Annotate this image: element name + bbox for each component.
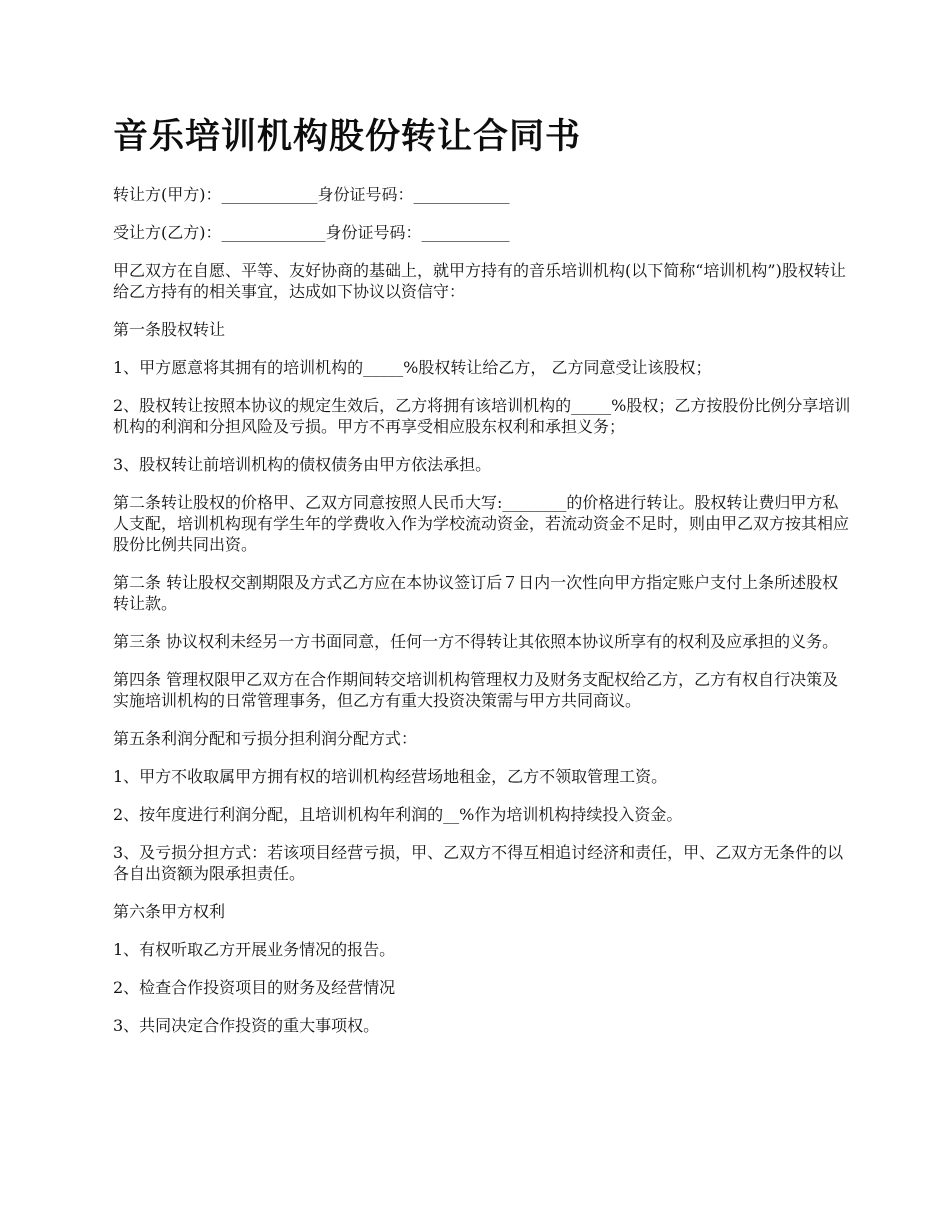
article-6-clause-3: 3、共同决定合作投资的重大事项权。 xyxy=(113,1016,380,1035)
article-6-heading: 第六条甲方权利 xyxy=(113,902,226,921)
article-5-clause-2: 2、按年度进行利润分配，且培训机构年利润的__%作为培训机构持续投入资金。 xyxy=(113,805,683,824)
article-6-clause-2: 2、检查合作投资项目的财务及经营情况 xyxy=(113,978,396,997)
article-5-clause-1: 1、甲方不收取属甲方拥有权的培训机构经营场地租金，乙方不领取管理工资。 xyxy=(113,767,668,786)
document-title: 音乐培训机构股份转让合同书 xyxy=(113,117,582,157)
article-2-price-paragraph: 第二条转让股权的价格甲、乙双方同意按照人民币大写:________的价格进行转让。股权转让费归甲方私人支配，培训机构现有学生年的学费收入作为学校流动资金，若流动资金不足时，则由甲乙双方按其相应股份比例共同出资。 xyxy=(113,493,850,554)
party-a-line: 转让方(甲方)：____________身份证号码：____________ xyxy=(113,185,510,204)
article-1-clause-2: 2、股权转让按照本协议的规定生效后，乙方将拥有该培训机构的_____%股权；乙方按股份比例分享培训机构的利润和分担风险及亏损。甲方不再享受相应股东权利和承担义务； xyxy=(113,396,851,436)
article-5-clause-3: 3、及亏损分担方式：若该项目经营亏损，甲、乙双方不得互相追讨经济和责任，甲、乙双方无条件的以各自出资额为限承担责任。 xyxy=(113,843,844,883)
preamble-paragraph: 甲乙双方在自愿、平等、友好协商的基础上，就甲方持有的音乐培训机构(以下简称“培训机构”)股权转让给乙方持有的相关事宜，达成如下协议以资信守： xyxy=(113,261,846,301)
article-1-clause-3: 3、股权转让前培训机构的债权债务由甲方依法承担。 xyxy=(113,455,492,474)
article-2-delivery-paragraph: 第二条 转让股权交割期限及方式乙方应在本协议签订后７日内一次性向甲方指定账户支付上条所述股权转让款。 xyxy=(113,573,839,613)
document-page xyxy=(113,112,853,1053)
article-6-clause-1: 1、有权听取乙方开展业务情况的报告。 xyxy=(113,940,396,959)
article-1-heading: 第一条股权转让 xyxy=(113,320,226,339)
article-5-heading: 第五条利润分配和亏损分担利润分配方式： xyxy=(113,729,418,748)
article-1-clause-1: 1、甲方愿意将其拥有的培训机构的_____%股权转让给乙方， 乙方同意受让该股权； xyxy=(113,358,712,377)
article-4-paragraph: 第四条 管理权限甲乙双方在合作期间转交培训机构管理权力及财务支配权给乙方，乙方有权自行决策及实施培训机构的日常管理事务，但乙方有重大投资决策需与甲方共同商议。 xyxy=(113,670,839,710)
party-b-line: 受让方(乙方)：_____________身份证号码：___________ xyxy=(113,223,510,242)
article-3-paragraph: 第三条 协议权利未经另一方书面同意，任何一方不得转让其依照本协议所享有的权利及应承担的义务。 xyxy=(113,632,839,651)
